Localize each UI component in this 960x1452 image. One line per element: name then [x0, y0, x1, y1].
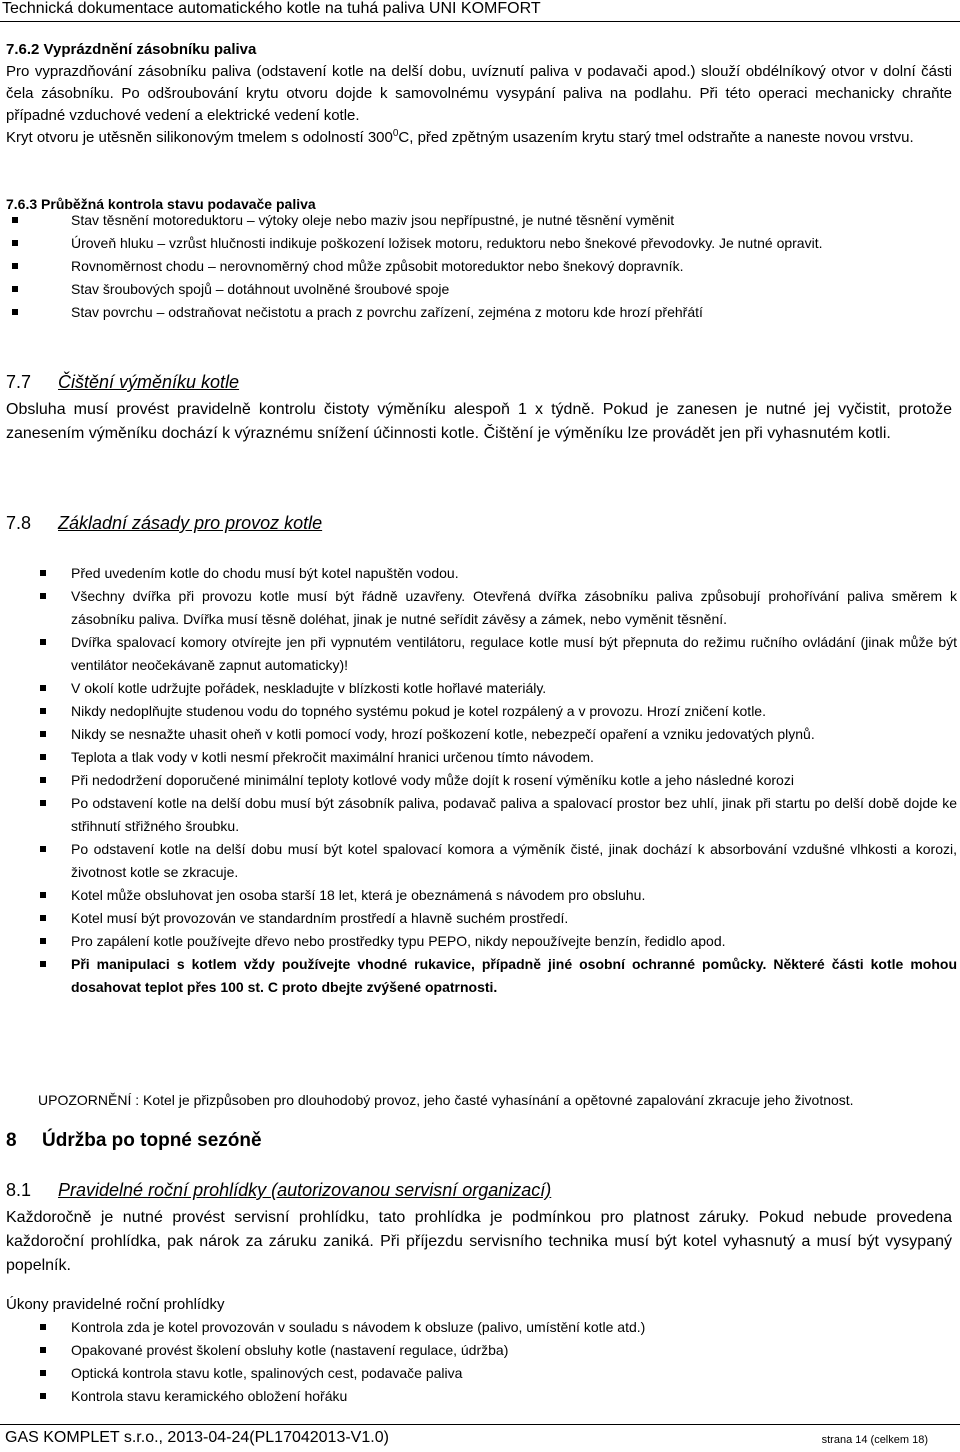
- list-item: Kotel musí být provozován ve standardním prostředí a hlavně suchém prostředí.: [7, 907, 957, 930]
- list-item: Úroveň hluku – vzrůst hlučnosti indikuje poškození ložisek motoru, reduktoru nebo šnekové převodovky. Je nutné opravit.: [7, 232, 957, 255]
- bullet-icon: [40, 777, 46, 783]
- list-item: Opakované provést školení obsluhy kotle (nastavení regulace, údržba): [7, 1339, 957, 1362]
- bullet-icon: [40, 731, 46, 737]
- warning-note: UPOZORNĚNÍ : Kotel je přizpůsoben pro dlouhodobý provoz, jeho časté vyhasínání a opětovné zapalování zkracuje jeho životnost.: [38, 1092, 854, 1108]
- section-762-paragraph: Pro vyprazdňování zásobníku paliva (odstavení kotle na delší dobu, uvíznutí paliva v podavači apod.) slouží obdélníkový otvor v dolní části čela zásobníku. Po odšroubování krytu otvoru dojde k samovolnému vysypání paliva na podlahu. Při této operaci mechanicky chraňte případné vzduchové vedení a elektrické vedení kotle.: [6, 63, 952, 124]
- section-81-paragraph: Každoročně je nutné provést servisní prohlídku, tato prohlídka je podmínkou pro platnost záruky. Pokud nebude provedena každoroční prohlídka, pak nárok za záruku zaniká. Při příjezdu servisního technika musí být kotel vyhasnutý a musí být vysypaný popelník.: [6, 1209, 952, 1274]
- bullet-icon: [12, 286, 18, 292]
- section-number: 8.1: [6, 1180, 32, 1200]
- section-762-paragraph-2: [6, 127, 952, 149]
- list-item: Všechny dvířka při provozu kotle musí být řádně uzavřeny. Otevřená dvířka zásobníku paliva způsobují prohořívání paliva směrem k zásobníku paliva. Dvířka musí těsně doléhat, jinak je nutné seřídit závěsy a zámek, nebo vyměnit těsnění.: [7, 585, 957, 631]
- p2-part-b: C, před zpětným usazením krytu starý tmel odstraňte a naneste novou vrstvu.: [398, 129, 914, 146]
- list-item: Dvířka spalovací komory otvírejte jen při vypnutém ventilátoru, regulace kotle musí být přepnuta do režimu ručního ovládání (jinak může být ventilátor neočekávaně zapnut automaticky)!: [7, 631, 957, 677]
- list-item: Pro zapálení kotle používejte dřevo nebo prostředky typu PEPO, nikdy nepoužívejte benzín, ředidlo apod.: [7, 930, 957, 953]
- page-number: strana 14 (celkem 18): [821, 1434, 928, 1446]
- bullet-icon: [40, 685, 46, 691]
- bullet-icon: [40, 570, 46, 576]
- section-762-heading: 7.6.2 Vyprázdnění zásobníku paliva: [6, 41, 257, 58]
- page-footer: [0, 1424, 960, 1452]
- superscript: 0: [392, 128, 399, 139]
- section-77-paragraph: Obsluha musí provést pravidelně kontrolu čistoty výměníku alespoň 1 x týdně. Pokud je zanesen je nutné jej vyčistit, protože zanesením výměníku dochází k výraznému snížení účinnosti kotle. Čištění je výměníku lze provádět jen při vyhasnutém kotli.: [6, 401, 952, 442]
- bullet-icon: [40, 938, 46, 944]
- section-title: Čištění výměníku kotle: [58, 372, 240, 392]
- chapter-8-heading: [6, 1129, 262, 1153]
- list-item: Kotel může obsluhovat jen osoba starší 18 let, která je obeznámená s návodem pro obsluhu.: [7, 884, 957, 907]
- section-78-heading: [6, 511, 322, 535]
- section-title: Základní zásady pro provoz kotle: [58, 513, 323, 533]
- list-item: Nikdy se nesnažte uhasit oheň v kotli pomocí vody, hrozí poškození kotle, nebezpečí opaření a vzniku jedovatých plynů.: [7, 723, 957, 746]
- bullet-icon: [40, 846, 46, 852]
- page-header: [0, 0, 960, 22]
- bullet-icon: [40, 708, 46, 714]
- list-item: Rovnoměrnost chodu – nerovnoměrný chod může způsobit motoreduktor nebo šnekový dopravník.: [7, 255, 957, 278]
- bullet-icon: [40, 1347, 46, 1353]
- bullet-icon: [12, 263, 18, 269]
- list-item: Při nedodržení doporučené minimální teploty kotlové vody může dojít k rosení výměníku kotle a jeho následné korozi: [7, 769, 957, 792]
- section-81-list: [0, 1316, 950, 1408]
- list-item: Kontrola zda je kotel provozován v souladu s návodem k obsluze (palivo, umístění kotle atd.): [7, 1316, 957, 1339]
- list-item: Po odstavení kotle na delší dobu musí být zásobník paliva, podavač paliva a spalovací prostor bez uhlí, jinak při startu po delší době dojde ke střihnutí střižného šroubku.: [7, 792, 957, 838]
- p2-part-a: Kryt otvoru je utěsněn silikonovým tmelem s odolností 300: [6, 129, 393, 146]
- bullet-icon: [40, 915, 46, 921]
- section-number: 7.8: [6, 513, 32, 533]
- bullet-icon: [40, 1324, 46, 1330]
- bullet-icon: [12, 217, 18, 223]
- bullet-icon: [12, 309, 18, 315]
- bullet-icon: [40, 639, 46, 645]
- list-item: Teplota a tlak vody v kotli nesmí překročit maximální hranici určenou tímto návodem.: [7, 746, 957, 769]
- section-763-list: [0, 209, 950, 324]
- document-title: Technická dokumentace automatického kotle na tuhá paliva UNI KOMFORT: [2, 0, 541, 17]
- bullet-icon: [40, 961, 46, 967]
- section-78-list: [0, 562, 957, 999]
- list-item: Stav těsnění motoreduktoru – výtoky oleje nebo maziv jsou nepřípustné, je nutné těsnění vyměnit: [7, 209, 957, 232]
- list-item: Optická kontrola stavu kotle, spalinových cest, podavače paliva: [7, 1362, 957, 1385]
- bullet-icon: [40, 754, 46, 760]
- list-item: V okolí kotle udržujte pořádek, neskladujte v blízkosti kotle hořlavé materiály.: [7, 677, 957, 700]
- list-item: Kontrola stavu keramického obložení hořáku: [7, 1385, 957, 1408]
- list-item: Při manipulaci s kotlem vždy používejte vhodné rukavice, případně jiné osobní ochranné pomůcky. Některé části kotle mohou dosahovat teplot přes 100 st. C proto dbejte zvýšené opatrnosti.: [7, 953, 957, 999]
- footer-company: GAS KOMPLET s.r.o., 2013-04-24(PL17042013-V1.0): [5, 1429, 389, 1446]
- chapter-title: Údržba po topné sezóně: [42, 1130, 262, 1151]
- list-item: Stav povrchu – odstraňovat nečistotu a prach z povrchu zařízení, zejména z motoru kde hrozí přehřátí: [7, 301, 957, 324]
- section-title: Pravidelné roční prohlídky (autorizovanou servisní organizací): [58, 1180, 552, 1200]
- section-number: 7.7: [6, 372, 32, 392]
- section-81-subheading: Úkony pravidelné roční prohlídky: [6, 1296, 225, 1313]
- chapter-number: 8: [6, 1130, 17, 1151]
- list-item: Před uvedením kotle do chodu musí být kotel napuštěn vodou.: [7, 562, 957, 585]
- section-81-heading: [6, 1178, 551, 1202]
- section-763-heading: 7.6.3 Průběžná kontrola stavu podavače paliva: [6, 196, 316, 212]
- list-item: Stav šroubových spojů – dotáhnout uvolněné šroubové spoje: [7, 278, 957, 301]
- section-77-heading: [6, 370, 239, 394]
- list-item: Nikdy nedoplňujte studenou vodu do topného systému pokud je kotel rozpálený a v provozu. Hrozí zničení kotle.: [7, 700, 957, 723]
- bullet-icon: [40, 1370, 46, 1376]
- list-item: Po odstavení kotle na delší dobu musí být kotel spalovací komora a výměník čisté, jinak dochází k absorbování vzdušné vlhkosti a korozi, životnost kotle se zkracuje.: [7, 838, 957, 884]
- bullet-icon: [40, 1393, 46, 1399]
- bullet-icon: [12, 240, 18, 246]
- bullet-icon: [40, 593, 46, 599]
- bullet-icon: [40, 892, 46, 898]
- bullet-icon: [40, 800, 46, 806]
